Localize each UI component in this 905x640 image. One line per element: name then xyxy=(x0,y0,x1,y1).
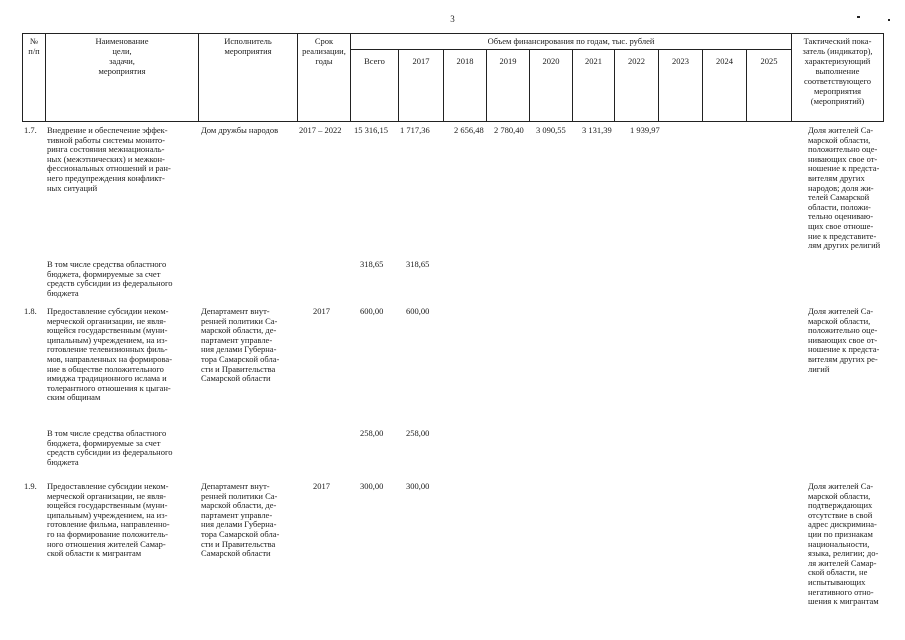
row-2021: 3 131,39 xyxy=(582,125,612,135)
header-funding: Объем финансирования по годам, тыс. рублей xyxy=(351,34,792,50)
header-year: 2021 xyxy=(573,49,615,121)
header-total: Всего xyxy=(351,49,399,121)
row-2018: 2 656,48 xyxy=(454,125,484,135)
row-executor: Департамент внут- ренней политики Са- марской области, де- партамент управле- ния делами Губерна- тора Самарской обла- сти и Правительства Самарской области xyxy=(201,306,280,384)
header-num: № п/п xyxy=(23,34,46,122)
header-indicator: Тактический пока- затель (индикатор), характеризующий выполнение соответствующего мероприятия (мероприятий) xyxy=(792,34,884,122)
row-name: Предоставление субсидии неком- мерческой организации, не явля- ющейся государственным (муни- ципальным) учреждением, на из- готовление фильма, направленно- го на формирование положитель- ного отношения жителей Самар- ской области к мигрантам xyxy=(47,481,170,559)
row-indicator: Доля жителей Са- марской области, положительно оце- нивающих свое от- ношение к предста- вителям других народов; доля жи- телей Самарской области, положи- тельно оцениваю- щих свое отноше- ние к представите- лям других религий xyxy=(808,125,881,251)
scan-speck xyxy=(888,19,890,21)
header-year: 2018 xyxy=(444,49,487,121)
row-num: 1.8. xyxy=(24,306,37,316)
row-term: 2017 xyxy=(313,481,330,491)
row-indicator: Доля жителей Са- марской области, положительно оце- нивающих свое от- ношение к предста- вителям других ре- лигий xyxy=(808,306,880,374)
row-executor: Департамент внут- ренней политики Са- марской области, де- партамент управле- ния делами Губерна- тора Самарской обла- сти и Правительства Самарской области xyxy=(201,481,280,559)
row-total: 258,00 xyxy=(360,428,384,438)
row-2019: 2 780,40 xyxy=(494,125,524,135)
table-header xyxy=(22,33,884,122)
row-2017: 300,00 xyxy=(406,481,430,491)
row-2017: 600,00 xyxy=(406,306,430,316)
row-indicator: Доля жителей Са- марской области, подтверждающих отсутствие в свой адрес дискримина- ции по признакам национальности, языка, религии; до- ля жителей Самар- ской области, не испытывающих негативного отно- шения к мигрантам xyxy=(808,481,879,607)
row-2020: 3 090,55 xyxy=(536,125,566,135)
header-year: 2022 xyxy=(615,49,659,121)
row-term: 2017 xyxy=(313,306,330,316)
page-number: 3 xyxy=(450,14,455,24)
row-name: В том числе средства областного бюджета, формируемые за счет средств субсидии из федерального бюджета xyxy=(47,428,173,467)
row-2017: 258,00 xyxy=(406,428,430,438)
header-term: Срок реализации, годы xyxy=(298,34,351,122)
header-year: 2020 xyxy=(530,49,573,121)
scan-speck xyxy=(857,16,860,18)
header-executor: Исполнитель мероприятия xyxy=(199,34,298,122)
row-total: 15 316,15 xyxy=(354,125,388,135)
row-2022: 1 939,97 xyxy=(630,125,660,135)
row-2017: 318,65 xyxy=(406,259,430,269)
row-total: 600,00 xyxy=(360,306,384,316)
header-year: 2017 xyxy=(399,49,444,121)
header-year: 2024 xyxy=(703,49,747,121)
row-name: Предоставление субсидии неком- мерческой организации, не явля- ющейся государственным (муни- ципальным) учреждением, на из- готовление телевизионных филь- мов, направленных на формирова- ние в обществе положительного имиджа традиционного ислама и толерантного отношения к цыган- ским общинам xyxy=(47,306,173,403)
row-term: 2017 – 2022 xyxy=(299,125,342,135)
row-num: 1.9. xyxy=(24,481,37,491)
row-total: 300,00 xyxy=(360,481,384,491)
header-year: 2023 xyxy=(659,49,703,121)
header-year: 2025 xyxy=(747,49,792,121)
row-name: В том числе средства областного бюджета, формируемые за счет средств субсидии из федерального бюджета xyxy=(47,259,173,298)
row-executor: Дом дружбы народов xyxy=(201,125,279,135)
row-name: Внедрение и обеспечение эффек- тивной работы системы монито- ринга состояния межнациональ- ных (межэтнических) и межкон- фессиональных отношений и ран- него предупреждения конфликт- ных ситуаций xyxy=(47,125,171,193)
header-year: 2019 xyxy=(487,49,530,121)
row-num: 1.7. xyxy=(24,125,37,135)
row-total: 318,65 xyxy=(360,259,384,269)
header-name: Наименование цели, задачи, мероприятия xyxy=(46,34,199,122)
row-2017: 1 717,36 xyxy=(400,125,430,135)
